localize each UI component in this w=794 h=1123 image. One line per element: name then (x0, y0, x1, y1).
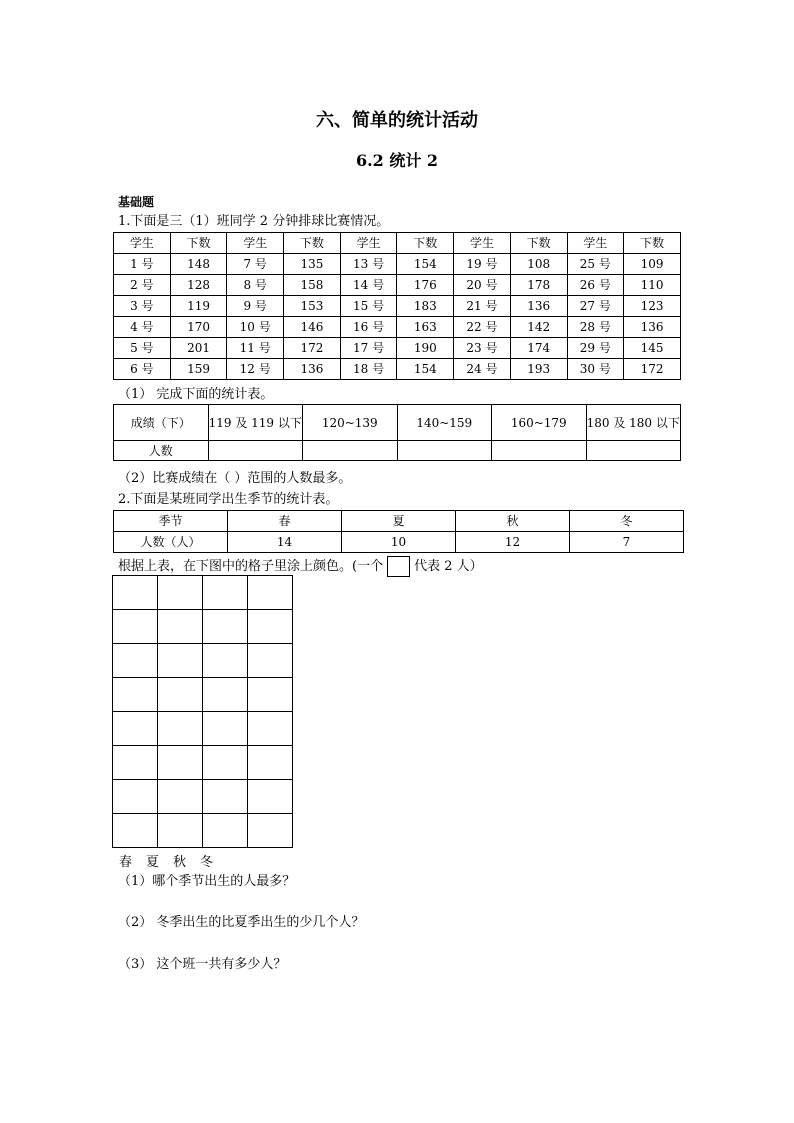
score-cell: 148 (170, 254, 227, 275)
birth-season-table (113, 510, 684, 553)
stat-range: 180 及 180 以下 (586, 405, 681, 441)
grid-cell[interactable] (113, 576, 158, 610)
student-id-cell: 16 号 (340, 317, 397, 338)
grid-cell[interactable] (158, 678, 203, 712)
grid-cell[interactable] (248, 576, 293, 610)
score-cell: 193 (510, 359, 567, 380)
score-cell: 176 (397, 275, 454, 296)
grid-cell[interactable] (113, 780, 158, 814)
stat-count-cell[interactable] (586, 441, 681, 461)
square-unit-icon (387, 556, 410, 577)
grid-cell[interactable] (203, 780, 248, 814)
score-cell: 154 (397, 359, 454, 380)
table-row (114, 338, 681, 359)
grid-cell[interactable] (113, 712, 158, 746)
student-id-cell: 21 号 (454, 296, 511, 317)
score-cell: 170 (170, 317, 227, 338)
grid-cell[interactable] (248, 610, 293, 644)
score-cell: 172 (624, 359, 681, 380)
grid-cell[interactable] (158, 746, 203, 780)
grid-cell[interactable] (158, 712, 203, 746)
score-cell: 146 (284, 317, 341, 338)
student-id-cell: 7 号 (227, 254, 284, 275)
student-id-cell: 25 号 (567, 254, 624, 275)
student-id-cell: 19 号 (454, 254, 511, 275)
student-id-cell: 22 号 (454, 317, 511, 338)
season-name: 冬 (570, 511, 684, 532)
student-id-cell: 17 号 (340, 338, 397, 359)
score-cell: 158 (284, 275, 341, 296)
coloring-grid (112, 575, 293, 848)
question-2-sub-3: （3） 这个班一共有多少人？ (118, 957, 287, 972)
race-header-cell: 下数 (397, 233, 454, 254)
student-id-cell: 12 号 (227, 359, 284, 380)
grid-row (113, 678, 293, 712)
score-cell: 136 (624, 317, 681, 338)
race-header-cell: 学生 (340, 233, 397, 254)
grid-cell[interactable] (203, 814, 248, 848)
score-cell: 154 (397, 254, 454, 275)
page-title: 六、简单的统计活动 (316, 110, 478, 131)
stat-range: 119 及 119 以下 (208, 405, 303, 441)
grid-instruction (118, 556, 483, 577)
student-id-cell: 4 号 (114, 317, 171, 338)
stat-count-cell[interactable] (208, 441, 303, 461)
score-cell: 153 (284, 296, 341, 317)
grid-cell[interactable] (113, 644, 158, 678)
season-name: 秋 (456, 511, 570, 532)
grid-cell[interactable] (158, 576, 203, 610)
student-id-cell: 13 号 (340, 254, 397, 275)
score-cell: 142 (510, 317, 567, 338)
grid-row (113, 814, 293, 848)
stat-count-cell[interactable] (492, 441, 587, 461)
table-row (114, 359, 681, 380)
grid-label: 夏 (146, 855, 160, 870)
question-2-sub-2: （2） 冬季出生的比夏季出生的少几个人？ (118, 915, 365, 930)
student-id-cell: 29 号 (567, 338, 624, 359)
grid-cell[interactable] (158, 610, 203, 644)
grid-cell[interactable] (203, 644, 248, 678)
score-cell: 136 (510, 296, 567, 317)
grid-season-labels (119, 851, 227, 870)
grid-cell[interactable] (158, 644, 203, 678)
stat-count-label: 人数 (114, 441, 209, 461)
grid-cell[interactable] (203, 678, 248, 712)
score-cell: 178 (510, 275, 567, 296)
grid-cell[interactable] (158, 814, 203, 848)
student-id-cell: 23 号 (454, 338, 511, 359)
grid-cell[interactable] (113, 610, 158, 644)
score-cell: 109 (624, 254, 681, 275)
student-id-cell: 18 号 (340, 359, 397, 380)
student-id-cell: 9 号 (227, 296, 284, 317)
race-results-table (113, 232, 681, 380)
score-cell: 145 (624, 338, 681, 359)
race-header-cell: 学生 (454, 233, 511, 254)
score-cell: 172 (284, 338, 341, 359)
race-header-cell: 下数 (170, 233, 227, 254)
grid-row (113, 644, 293, 678)
season-count-label: 人数（人） (114, 532, 228, 553)
question-2-intro: 2.下面是某班同学出生季节的统计表。 (118, 492, 339, 507)
stat-header-label: 成绩（下） (114, 405, 209, 441)
grid-label: 春 (119, 855, 133, 870)
student-id-cell: 5 号 (114, 338, 171, 359)
page-subtitle: 6.2 统计 2 (355, 151, 439, 170)
grid-cell[interactable] (113, 814, 158, 848)
score-statistics-table (113, 404, 681, 461)
season-name: 夏 (342, 511, 456, 532)
stat-range: 120~139 (303, 405, 398, 441)
race-header-cell: 下数 (510, 233, 567, 254)
grid-cell[interactable] (248, 712, 293, 746)
student-id-cell: 11 号 (227, 338, 284, 359)
season-header-label: 季节 (114, 511, 228, 532)
season-count: 10 (342, 532, 456, 553)
grid-label: 秋 (173, 855, 187, 870)
score-cell: 190 (397, 338, 454, 359)
stat-range: 140~159 (397, 405, 492, 441)
score-cell: 163 (397, 317, 454, 338)
grid-label: 冬 (200, 855, 214, 870)
grid-row (113, 576, 293, 610)
section-heading: 基础题 (118, 195, 155, 209)
race-header-cell: 学生 (567, 233, 624, 254)
student-id-cell: 28 号 (567, 317, 624, 338)
grid-instruction-post: 代表 2 人） (414, 559, 483, 574)
question-1-sub-2: （2）比赛成绩在（ ）范围的人数最多。 (118, 471, 352, 486)
student-id-cell: 14 号 (340, 275, 397, 296)
grid-row (113, 610, 293, 644)
student-id-cell: 10 号 (227, 317, 284, 338)
grid-cell[interactable] (203, 610, 248, 644)
question-1-sub-1: （1） 完成下面的统计表。 (118, 387, 274, 402)
table-row (114, 275, 681, 296)
stat-count-cell[interactable] (303, 441, 398, 461)
race-header-cell: 下数 (284, 233, 341, 254)
student-id-cell: 6 号 (114, 359, 171, 380)
grid-row (113, 746, 293, 780)
score-cell: 136 (284, 359, 341, 380)
race-header-cell: 学生 (114, 233, 171, 254)
score-cell: 174 (510, 338, 567, 359)
table-row (114, 317, 681, 338)
grid-row (113, 712, 293, 746)
question-2-sub-1: （1）哪个季节出生的人最多？ (118, 874, 296, 889)
score-cell: 123 (624, 296, 681, 317)
score-cell: 159 (170, 359, 227, 380)
race-header-cell: 学生 (227, 233, 284, 254)
table-row (114, 254, 681, 275)
grid-cell[interactable] (248, 678, 293, 712)
stat-count-cell[interactable] (397, 441, 492, 461)
question-1-intro: 1.下面是三（1）班同学 2 分钟排球比赛情况。 (118, 214, 390, 229)
score-cell: 128 (170, 275, 227, 296)
student-id-cell: 15 号 (340, 296, 397, 317)
student-id-cell: 30 号 (567, 359, 624, 380)
score-cell: 108 (510, 254, 567, 275)
student-id-cell: 8 号 (227, 275, 284, 296)
grid-cell[interactable] (248, 814, 293, 848)
grid-cell[interactable] (248, 746, 293, 780)
student-id-cell: 24 号 (454, 359, 511, 380)
grid-cell[interactable] (158, 780, 203, 814)
grid-cell[interactable] (203, 746, 248, 780)
student-id-cell: 1 号 (114, 254, 171, 275)
score-cell: 110 (624, 275, 681, 296)
grid-cell[interactable] (248, 644, 293, 678)
grid-cell[interactable] (203, 712, 248, 746)
season-count: 12 (456, 532, 570, 553)
score-cell: 183 (397, 296, 454, 317)
score-cell: 201 (170, 338, 227, 359)
stat-range: 160~179 (492, 405, 587, 441)
student-id-cell: 3 号 (114, 296, 171, 317)
score-cell: 135 (284, 254, 341, 275)
grid-cell[interactable] (113, 678, 158, 712)
table-row (114, 296, 681, 317)
score-cell: 119 (170, 296, 227, 317)
student-id-cell: 20 号 (454, 275, 511, 296)
student-id-cell: 26 号 (567, 275, 624, 296)
season-count: 7 (570, 532, 684, 553)
season-name: 春 (228, 511, 342, 532)
grid-instruction-pre: 根据上表，在下图中的格子里涂上颜色。(一个 (118, 559, 384, 574)
grid-cell[interactable] (248, 780, 293, 814)
student-id-cell: 2 号 (114, 275, 171, 296)
grid-cell[interactable] (203, 576, 248, 610)
grid-cell[interactable] (113, 746, 158, 780)
race-header-cell: 下数 (624, 233, 681, 254)
student-id-cell: 27 号 (567, 296, 624, 317)
grid-row (113, 780, 293, 814)
season-count: 14 (228, 532, 342, 553)
